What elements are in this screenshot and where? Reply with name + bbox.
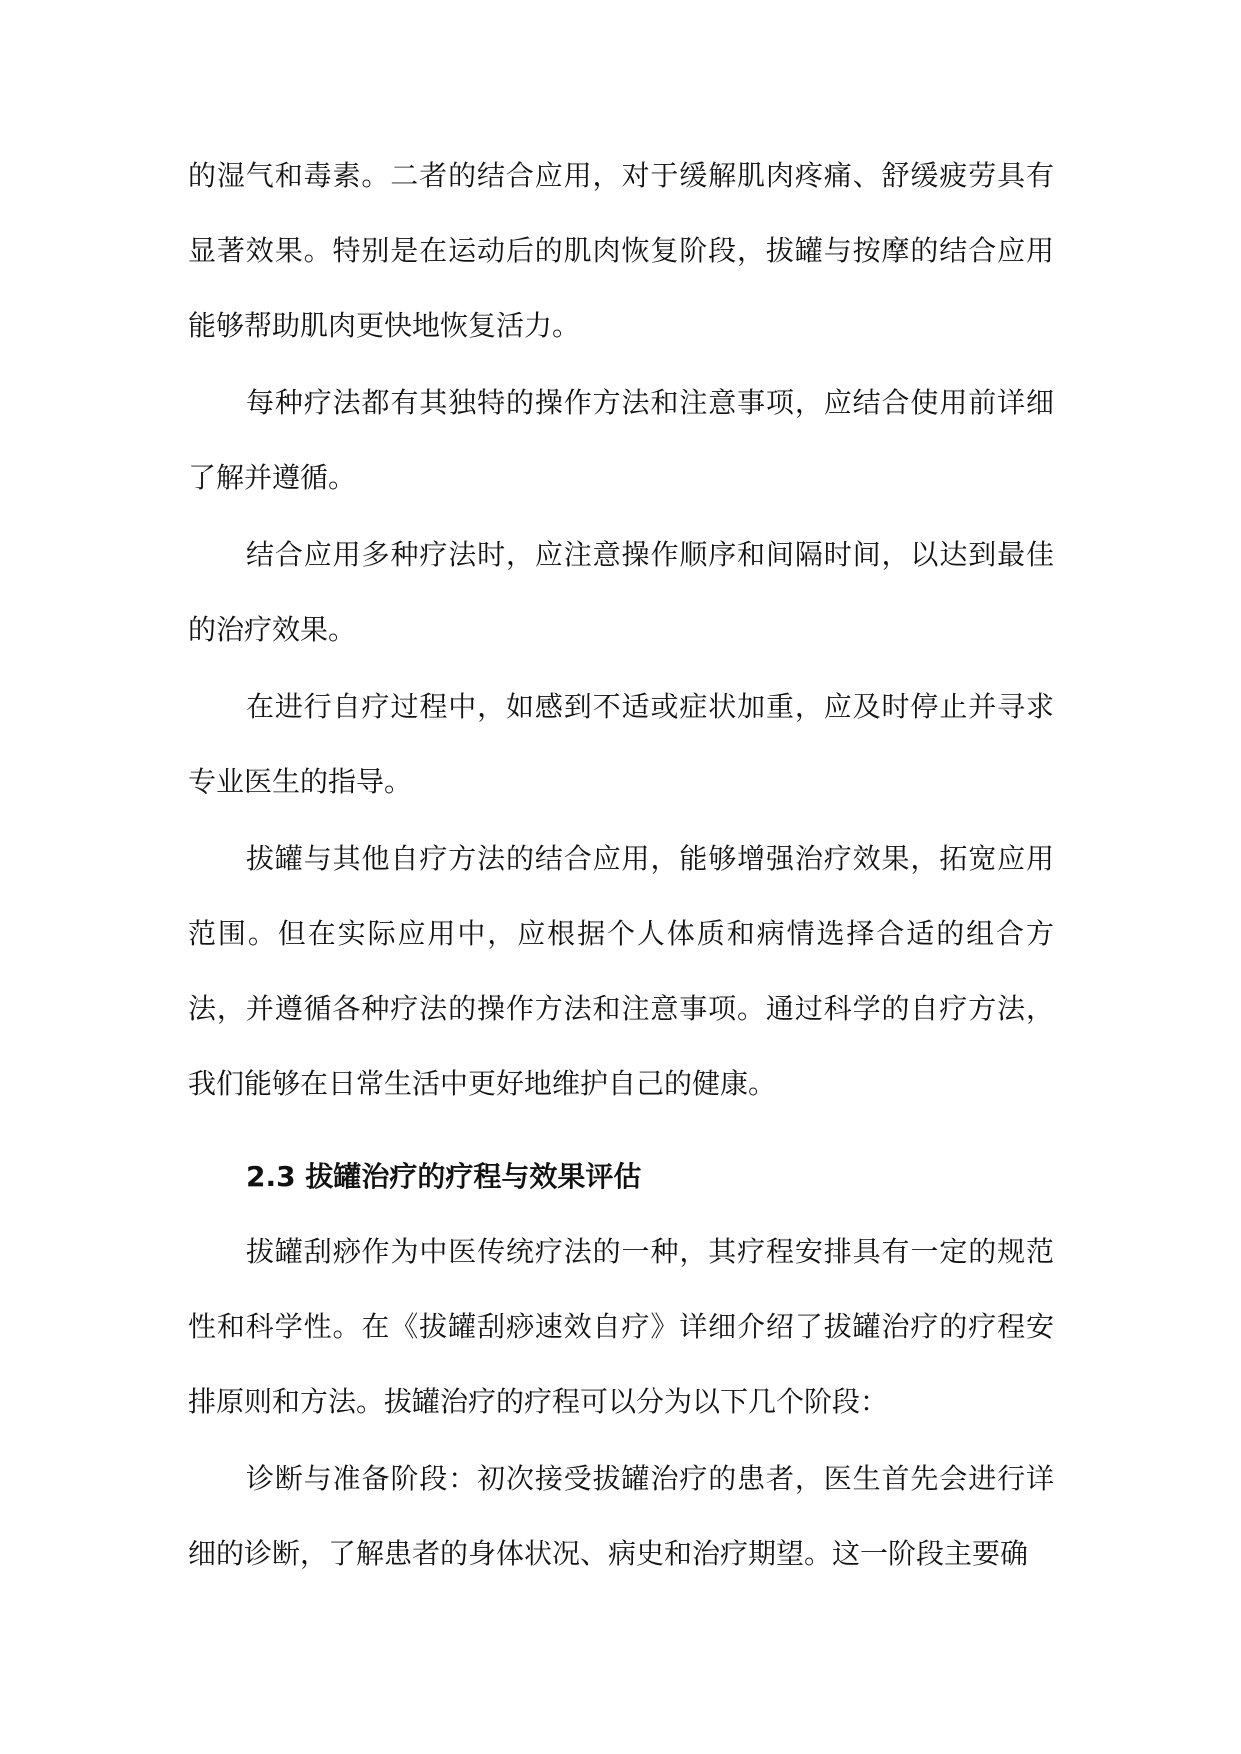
paragraph: 每种疗法都有其独特的操作方法和注意事项，应结合使用前详细了解并遵循。 <box>188 386 1054 494</box>
paragraph: 在进行自疗过程中，如感到不适或症状加重，应及时停止并寻求专业医生的指导。 <box>188 690 1054 798</box>
paragraph-continued: 的湿气和毒素。二者的结合应用，对于缓解肌肉疼痛、舒缓疲劳具有显著效果。特别是在运动后的肌肉恢复阶段，拔罐与按摩的结合应用能够帮助肌肉更快地恢复活力。 <box>188 159 1054 342</box>
section-heading: 2.3 拔罐治疗的疗程与效果评估 <box>246 1160 642 1193</box>
paragraph: 诊断与准备阶段：初次接受拔罐治疗的患者，医生首先会进行详细的诊断，了解患者的身体状况、病史和治疗期望。这一阶段主要确 <box>188 1462 1054 1570</box>
paragraph: 结合应用多种疗法时，应注意操作顺序和间隔时间，以达到最佳的治疗效果。 <box>188 538 1054 646</box>
paragraph: 拔罐与其他自疗方法的结合应用，能够增强治疗效果，拓宽应用范围。但在实际应用中，应根据个人体质和病情选择合适的组合方法，并遵循各种疗法的操作方法和注意事项。通过科学的自疗方法，我们能够在日常生活中更好地维护自己的健康。 <box>188 842 1054 1100</box>
document-body <box>188 138 1054 1593</box>
paragraph: 拔罐刮痧作为中医传统疗法的一种，其疗程安排具有一定的规范性和科学性。在《拔罐刮痧速效自疗》详细介绍了拔罐治疗的疗程安排原则和方法。拔罐治疗的疗程可以分为以下几个阶段： <box>188 1235 1054 1418</box>
